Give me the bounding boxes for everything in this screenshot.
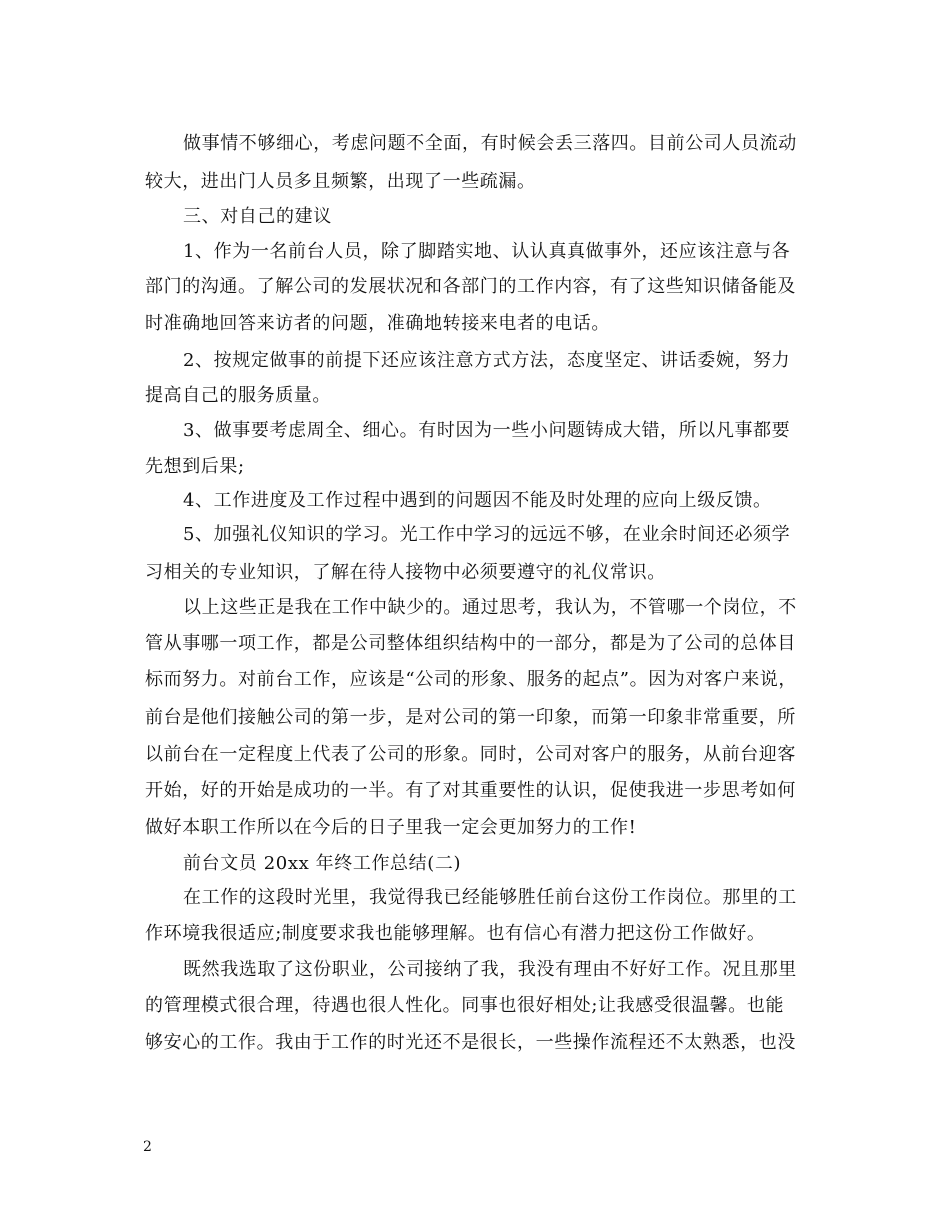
text-line: 管从事哪一项工作，都是公司整体组织结构中的一部分，都是为了公司的总体目 (145, 633, 796, 654)
text-line: 时准确地回答来访者的问题，准确地转接来电者的电话。 (145, 313, 610, 334)
text-line: 以前台在一定程度上代表了公司的形象。同时，公司对客户的服务，从前台迎客 (145, 744, 796, 765)
text-line: 够安心的工作。我由于工作的时光还不是很长，一些操作流程还不太熟悉，也没 (145, 1032, 796, 1053)
text-line: 既然我选取了这份职业，公司接纳了我，我没有理由不好好工作。况且那里 (183, 959, 797, 980)
text-line: 先想到后果; (145, 456, 245, 477)
text-line: 的管理模式很合理，待遇也很人性化。同事也很好相处;让我感受很温馨。也能 (145, 995, 785, 1016)
text-line: 3、做事要考虑周全、细心。有时因为一些小问题铸成大错，所以凡事都要 (183, 420, 791, 441)
text-line: 5、加强礼仪知识的学习。光工作中学习的远远不够，在业余时间还必须学 (183, 524, 791, 545)
text-line: 1、作为一名前台人员，除了脚踏实地、认认真真做事外，还应该注意与各 (183, 241, 791, 262)
section-heading: 前台文员 20xx 年终工作总结(二) (183, 853, 462, 874)
text-line: 2、按规定做事的前提下还应该注意方式方法，态度坚定、讲话委婉，努力 (183, 350, 791, 371)
text-line: 标而努力。对前台工作，应该是“公司的形象、服务的起点”。因为对客户来说， (145, 669, 798, 690)
text-line: 做事情不够细心，考虑问题不全面，有时候会丢三落四。目前公司人员流动 (183, 133, 797, 154)
text-line: 4、工作进度及工作过程中遇到的问题因不能及时处理的应向上级反馈。 (183, 490, 772, 511)
text-line: 习相关的专业知识，了解在待人接物中必须要遵守的礼仪常识。 (145, 562, 666, 583)
text-line: 较大，进出门人员多且频繁，出现了一些疏漏。 (145, 171, 536, 192)
text-line: 做好本职工作所以在今后的日子里我一定会更加努力的工作! (145, 817, 637, 838)
text-line: 前台是他们接触公司的第一步，是对公司的第一印象，而第一印象非常重要，所 (145, 707, 796, 728)
text-line: 提高自己的服务质量。 (145, 385, 331, 406)
text-line: 以上这些正是我在工作中缺少的。通过思考，我认为，不管哪一个岗位，不 (183, 597, 797, 618)
text-line: 作环境我很适应;制度要求我也能够理解。也有信心有潜力把这份工作做好。 (145, 923, 766, 944)
page-number: 2 (143, 1139, 152, 1155)
text-line: 部门的沟通。了解公司的发展状况和各部门的工作内容，有了这些知识储备能及 (145, 276, 796, 297)
text-line: 在工作的这段时光里，我觉得我已经能够胜任前台这份工作岗位。那里的工 (183, 887, 797, 908)
text-line: 开始，好的开始是成功的一半。有了对其重要性的认识，促使我进一步思考如何 (145, 780, 796, 801)
section-heading: 三、对自己的建议 (183, 206, 332, 227)
